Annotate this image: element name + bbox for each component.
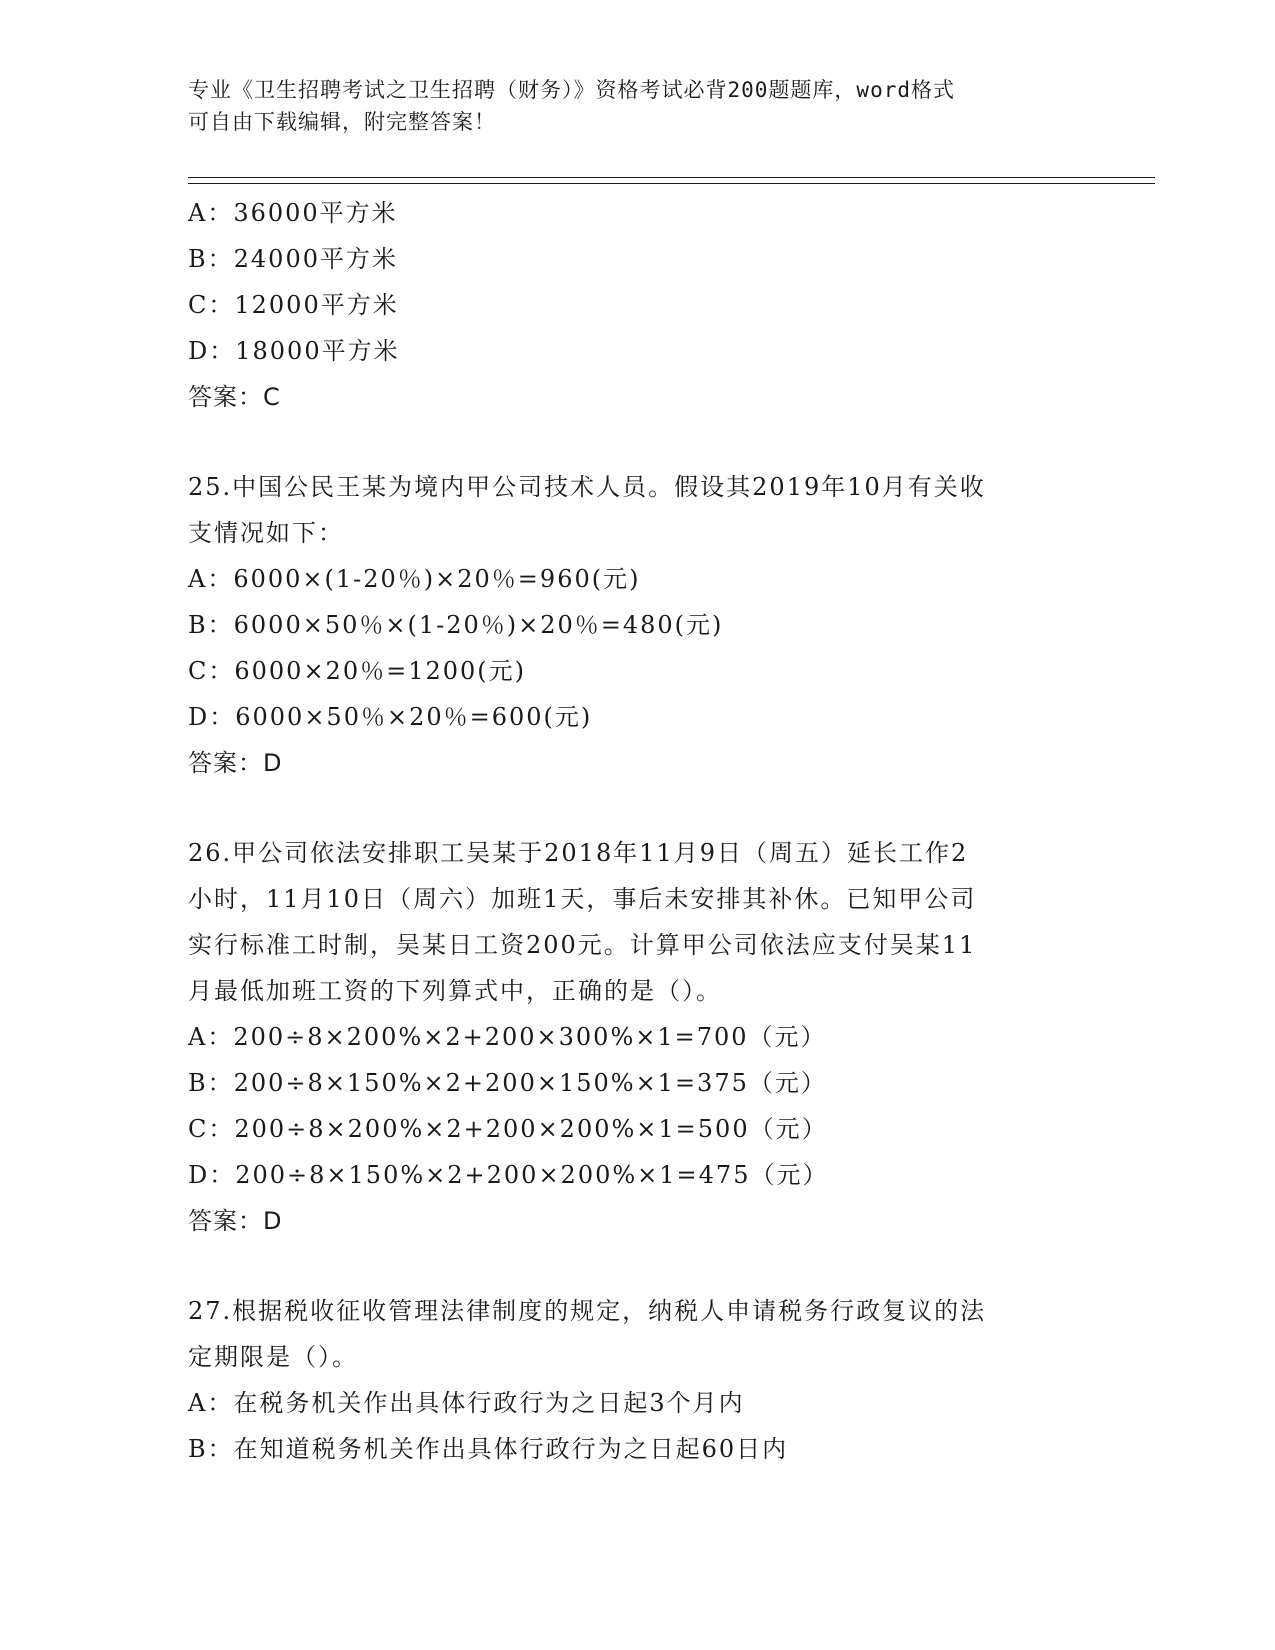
header-title-line-2: 可自由下载编辑，附完整答案！ xyxy=(188,110,496,134)
question-26-stem-line-4: 月最低加班工资的下列算式中，正确的是（）。 xyxy=(188,977,722,1005)
document-header xyxy=(188,74,1088,138)
question-24-option-b: B：24000平方米 xyxy=(188,245,398,273)
question-26-option-d: D：200÷8×150%×2+200×200%×1=475（元） xyxy=(188,1161,829,1189)
question-27-stem-line-1: 27.根据税收征收管理法律制度的规定，纳税人申请税务行政复议的法 xyxy=(188,1297,987,1325)
question-25-option-d: D：6000×50％×20％=600(元) xyxy=(188,703,593,731)
question-24-block xyxy=(188,190,1088,420)
question-26-answer: 答案：D xyxy=(188,1207,283,1235)
spacer xyxy=(188,1244,1088,1288)
question-25-block xyxy=(188,464,1088,786)
header-rule-bottom xyxy=(188,183,1155,184)
question-26-option-a: A：200÷8×200%×2+200×300%×1=700（元） xyxy=(188,1023,827,1051)
question-26-block xyxy=(188,830,1088,1244)
question-25-stem-line-1: 25.中国公民王某为境内甲公司技术人员。假设其2019年10月有关收 xyxy=(188,473,986,501)
question-27-stem-line-2: 定期限是（）。 xyxy=(188,1343,358,1371)
question-26-option-b: B：200÷8×150%×2+200×150%×1=375（元） xyxy=(188,1069,827,1097)
question-24-answer: 答案：C xyxy=(188,383,281,411)
question-24-option-a: A：36000平方米 xyxy=(188,199,398,227)
question-25-option-c: C：6000×20％=1200(元) xyxy=(188,657,527,685)
question-26-stem-line-3: 实行标准工时制，吴某日工资200元。计算甲公司依法应支付吴某11 xyxy=(188,931,977,959)
question-25-option-b: B：6000×50％×(1-20％)×20％=480(元) xyxy=(188,611,724,639)
question-26-stem-line-1: 26.甲公司依法安排职工吴某于2018年11月9日（周五）延长工作2 xyxy=(188,839,969,867)
spacer xyxy=(188,420,1088,464)
header-rule-top xyxy=(188,177,1155,178)
spacer xyxy=(188,786,1088,830)
question-25-stem-line-2: 支情况如下： xyxy=(188,519,344,547)
question-25-option-a: A：6000×(1-20％)×20％=960(元) xyxy=(188,565,641,593)
question-26-stem-line-2: 小时，11月10日（周六）加班1天，事后未安排其补休。已知甲公司 xyxy=(188,885,977,913)
question-27-block xyxy=(188,1288,1088,1472)
document-body xyxy=(188,190,1088,1472)
question-25-answer: 答案：D xyxy=(188,749,283,777)
question-24-option-d: D：18000平方米 xyxy=(188,337,400,365)
question-24-option-c: C：12000平方米 xyxy=(188,291,399,319)
question-27-option-b: B：在知道税务机关作出具体行政行为之日起60日内 xyxy=(188,1435,789,1463)
header-title-line-1: 专业《卫生招聘考试之卫生招聘（财务）》资格考试必背200题题库，word格式 xyxy=(188,78,955,102)
question-27-option-a: A：在税务机关作出具体行政行为之日起3个月内 xyxy=(188,1389,745,1417)
question-26-option-c: C：200÷8×200%×2+200×200%×1=500（元） xyxy=(188,1115,828,1143)
